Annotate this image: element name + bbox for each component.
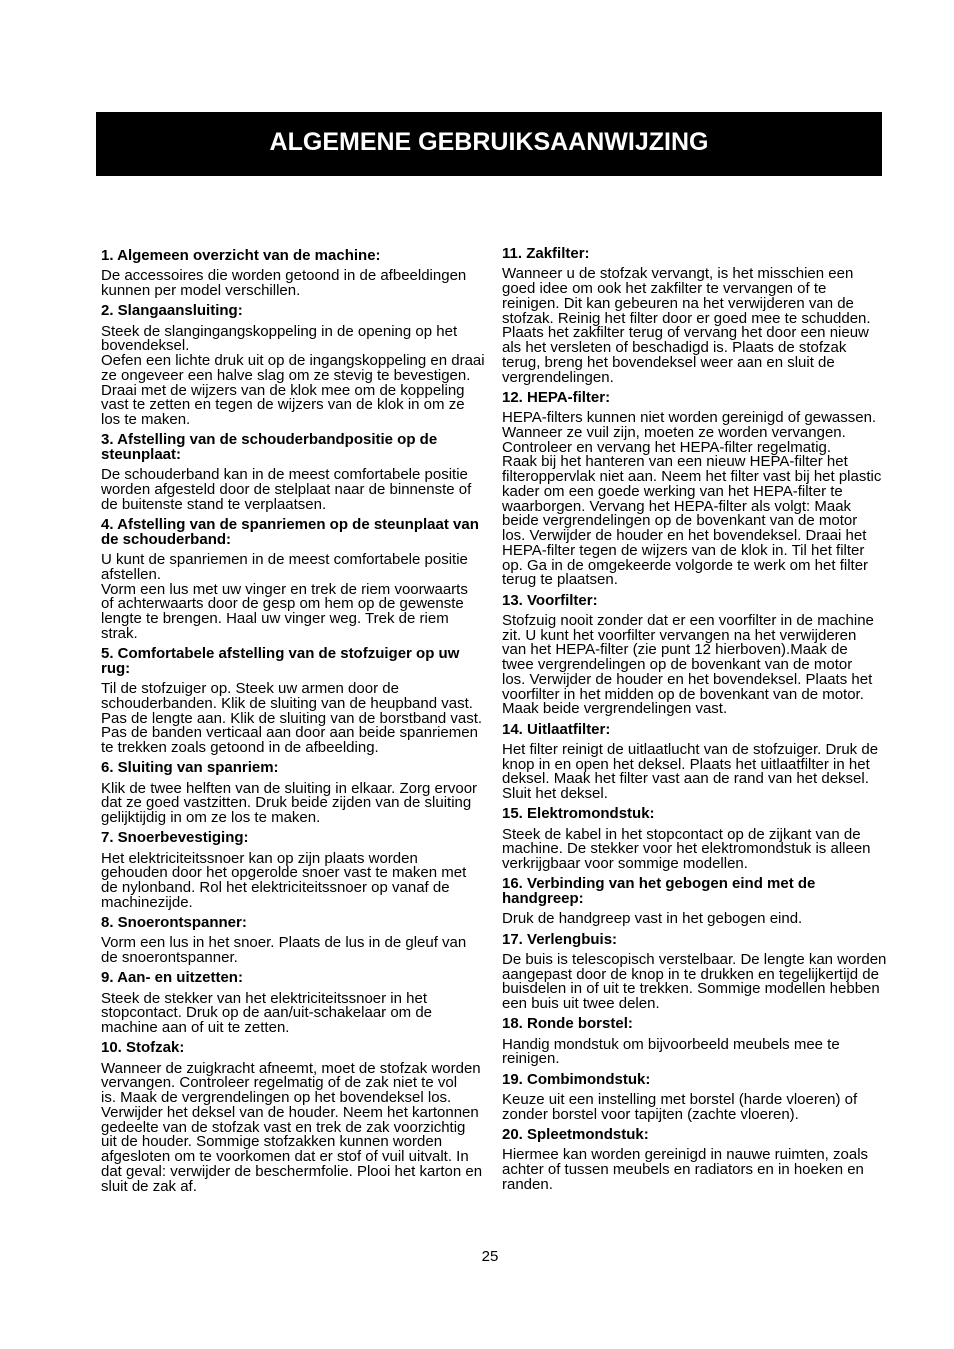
section-heading: 11. Zakfilter: [502, 245, 590, 262]
section-4 [101, 518, 521, 642]
section-19 [502, 1070, 922, 1123]
section-body: Druk de handgreep vast in het gebogen eind. [502, 910, 803, 928]
section-heading: 8. Snoerontspanner: [101, 914, 247, 931]
section-heading: 15. Elektromondstuk: [502, 805, 655, 823]
section-body: Stofzuig nooit zonder dat er een voorfilter in de machine zit. U kunt het voorfilter vervangen na het verwijderen van het HEPA-filter (zie punt 12 hierboven).Maak de twee vergrendelingen op de bovenkant van de motor los. Verwijder de houder en het bovendeksel. Plaats het voorfilter in het midden op de bovenkant van de motor. Maak beide vergrendelingen vast. [502, 611, 874, 718]
section-2 [101, 304, 521, 428]
page-number: 25 [481, 1248, 499, 1265]
section-11 [502, 247, 922, 385]
section-body: Klik de twee helften van de sluiting in elkaar. Zorg ervoor dat ze goed vastzitten. Druk beide zijden van de sluiting gelijktijdig in om ze los te maken. [101, 779, 478, 826]
section-body: Handig mondstuk om bijvoorbeeld meubels mee te reinigen. [502, 1035, 840, 1068]
section-16 [502, 877, 922, 927]
section-heading: 6. Sluiting van spanriem: [101, 759, 279, 777]
right-column [502, 247, 922, 1198]
section-heading: 10. Stofzak: [101, 1039, 185, 1057]
left-column [101, 249, 521, 1200]
section-body: Het elektriciteitssnoer kan op zijn plaats worden gehouden door het opgerolde snoer vast te maken met de nylonband. Rol het elektriciteitssnoer op vanaf de machinezijde. [101, 849, 467, 911]
section-body: Steek de slangingangskoppeling in de opening op het bovendeksel. Oefen een lichte druk uit op de ingangskoppeling en draai ze ongeveer een halve slag om ze stevig te bevestigen. Draai met de wijzers van de klok mee om de koppeling vast te zetten en tegen de wijzers van de klok in om ze los te maken. [101, 322, 485, 428]
section-5 [101, 647, 521, 756]
section-heading: 18. Ronde borstel: [502, 1015, 633, 1033]
section-heading: 13. Voorfilter: [502, 591, 598, 609]
section-body: De buis is telescopisch verstelbaar. De lengte kan worden aangepast door de knop in te drukken en tegelijkertijd de buisdelen in of uit te trekken. Sommige modellen hebben een buis uit twee delen. [502, 950, 887, 1012]
page-title: ALGEMENE GEBRUIKSAANWIJZING [269, 128, 709, 156]
section-12 [502, 388, 922, 589]
section-heading: 20. Spleetmondstuk: [502, 1125, 649, 1143]
section-14 [502, 720, 922, 802]
section-heading: 7. Snoerbevestiging: [101, 829, 249, 847]
section-20 [502, 1125, 922, 1193]
section-8 [101, 916, 521, 966]
section-body: De accessoires die worden getoond in de afbeeldingen kunnen per model verschillen. [101, 267, 467, 299]
section-heading: 16. Verbinding van het gebogen eind met de handgreep: [502, 875, 816, 907]
section-body: Hiermee kan worden gereinigd in nauwe ruimten, zoals achter of tussen meubels en radiators en in hoeken en randen. [502, 1146, 869, 1193]
section-13 [502, 591, 922, 718]
section-10 [101, 1041, 521, 1194]
section-body: HEPA-filters kunnen niet worden gereinigd of gewassen. Wanneer ze vuil zijn, moeten ze worden vervangen. Controleer en vervang het HEPA-filter regelmatig. Raak bij het hanteren van een nieuw HEPA-filter het filteroppervlak niet aan. Neem het filter vast bij het plastic kader om een goede werking van het HEPA-filter te waarborgen. Vervang het HEPA-filter als volgt: Maak beide vergrendelingen op de bovenkant van de motor los. Verwijder de houder en het bovendeksel. Draai het HEPA-filter tegen de wijzers van de klok in. Til het filter op. Ga in de omgekeerde volgorde te werk om het filter terug te plaatsen. [502, 409, 882, 589]
section-17 [502, 930, 922, 1012]
section-body: Wanneer u de stofzak vervangt, is het misschien een goed idee om ook het zakfilter te vervangen of te reinigen. Dit kan gebeuren na het verwijderen van de stofzak. Reinig het filter door er goed mee te schudden. Plaats het zakfilter terug of vervang het door een nieuw als het versleten of beschadigd is. Plaats de stofzak terug, breng het bovendeksel weer aan en sluit de vergrendelingen. [502, 265, 871, 386]
section-heading: 12. HEPA-filter: [502, 388, 611, 406]
section-heading: 19. Combimondstuk: [502, 1070, 651, 1088]
section-9 [101, 971, 521, 1036]
section-body: U kunt de spanriemen in de meest comfortabele positie afstellen. Vorm een lus met uw vinger en trek de riem voorwaarts of achterwaarts door de gesp om hem op de gewenste lengte te brengen. Haal uw vinger weg. Trek de riem strak. [101, 551, 468, 642]
section-heading: 14. Uitlaatfilter: [502, 720, 611, 738]
section-heading: 17. Verlengbuis: [502, 930, 618, 948]
section-body: Wanneer de zuigkracht afneemt, moet de stofzak worden vervangen. Controleer regelmatig of de zak niet te vol is. Maak de vergrendelingen op het bovendeksel los. Verwijder het deksel van de houder. Neem het kartonnen gedeelte van de stofzak vast en trek de zak voorzichtig uit de houder. Sommige stofzakken kunnen worden afgesloten om te voorkomen dat er stof of vuil uitvalt. In dat geval: verwijder de beschermfolie. Plooi het karton en sluit de zak af. [101, 1059, 483, 1195]
section-heading: 3. Afstelling van de schouderbandpositie op de steunplaat: [101, 431, 438, 463]
section-7 [101, 831, 521, 910]
section-heading: 5. Comfortabele afstelling van de stofzuiger op uw rug: [101, 645, 460, 677]
section-heading: 1. Algemeen overzicht van de machine: [101, 247, 381, 264]
section-heading: 9. Aan- en uitzetten: [101, 969, 243, 987]
section-18 [502, 1017, 922, 1067]
section-body: Steek de stekker van het elektriciteitssnoer in het stopcontact. Druk op de aan/uit-schakelaar om de machine aan of uit te zetten. [101, 989, 433, 1036]
section-3 [101, 433, 521, 512]
section-1 [101, 249, 521, 299]
section-6 [101, 761, 521, 826]
section-15 [502, 807, 922, 872]
section-body: Til de stofzuiger op. Steek uw armen door de schouderbanden. Klik de sluiting van de heupband vast. Pas de lengte aan. Klik de sluiting van de borstband vast. Pas de banden verticaal aan door aan beide spanriemen te trekken zoals getoond in de afbeelding. [101, 680, 483, 756]
section-body: Vorm een lus in het snoer. Plaats de lus in de gleuf van de snoerontspanner. [101, 934, 467, 966]
section-heading: 4. Afstelling van de spanriemen op de steunplaat van de schouderband: [101, 516, 479, 548]
section-body: Het filter reinigt de uitlaatlucht van de stofzuiger. Druk de knop in en open het deksel. Plaats het uitlaatfilter in het deksel. Maak het filter vast aan de rand van het deksel. Sluit het deksel. [502, 740, 879, 802]
section-body: Keuze uit een instelling met borstel (harde vloeren) of zonder borstel voor tapijten (zachte vloeren). [502, 1090, 858, 1123]
title-bar [96, 112, 882, 176]
section-body: De schouderband kan in de meest comfortabele positie worden afgesteld door de stelplaat naar de binnenste of de buitenste stand te verplaatsen. [101, 466, 472, 513]
section-heading: 2. Slangaansluiting: [101, 302, 243, 320]
section-body: Steek de kabel in het stopcontact op de zijkant van de machine. De stekker voor het elektromondstuk is alleen verkrijgbaar voor sommige modellen. [502, 825, 871, 872]
